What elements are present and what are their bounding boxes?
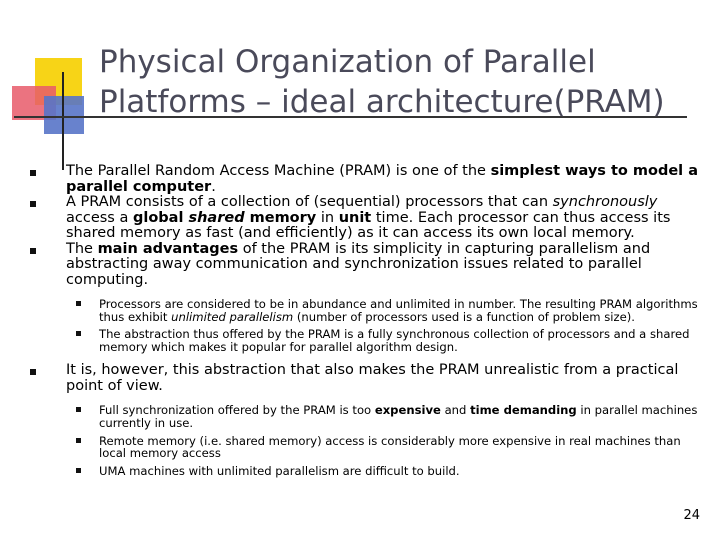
text: in [316,209,339,226]
slide-title-line-2: Platforms – ideal architecture(PRAM) [99,84,665,120]
text-bold: unit [338,209,372,226]
text-italic: unlimited parallelism [171,309,294,324]
bullet-pram-advantages [28,242,708,289]
text: UMA machines with unlimited parallelism are difficult to build. [99,463,460,478]
text: It is, however, this abstraction that also makes the PRAM unrealistic from a practical point of view. [66,362,679,394]
slide-title [99,42,699,122]
sub-bullet-uma-machines [28,465,708,478]
text-italic: synchronously [552,194,658,210]
text: A PRAM consists of a collection of (sequential) processors that can [66,194,553,210]
text-bold: time demanding [470,403,577,418]
text: . [211,178,216,195]
text: Remote memory (i.e. shared memory) access is considerably more expensive in real machines than local memory access [99,433,681,461]
text: Full synchronization offered by the PRAM is too [99,403,375,418]
square-bullet-icon [30,369,36,375]
text-bold: main advantages [97,240,239,257]
page-number: 24 [683,508,700,523]
text: Processors are considered to be in abundance and unlimited in number. The resulting PRAM algorithms thus exhibit [99,297,698,324]
sub-bullet-synchronization-cost [28,404,708,429]
slide-title-line-1: Physical Organization of Parallel [99,44,596,80]
text: access a [66,209,133,226]
square-bullet-icon [76,468,81,473]
text: and [440,403,471,418]
sub-bullet-remote-memory [28,435,708,460]
text: The [66,240,98,257]
text: The Parallel Random Access Machine (PRAM) is one of the [66,163,491,179]
square-bullet-icon [76,407,81,412]
text-bold-italic: shared [188,209,245,226]
decor-vertical-line [62,72,64,170]
square-bullet-icon [30,248,36,254]
text: of the PRAM is its simplicity in capturing parallelism and abstracting away communication and synchronization issues related to parallel computing. [66,240,651,288]
bullet-pram-unrealistic [28,363,708,394]
sub-bullet-unlimited-processors [28,298,708,323]
text-bold: simplest ways to model a parallel computer [66,163,698,195]
square-bullet-icon [76,438,81,443]
slide-body [28,164,708,477]
text: time. Each processor can thus access its shared memory as fast (and efficiently) as it can access its own local memory. [66,209,671,241]
text-bold: global [132,209,189,226]
square-bullet-icon [30,170,36,176]
text: The abstraction thus offered by the PRAM is a fully synchronous collection of processors and a shared memory which makes it popular for parallel algorithm design. [99,327,690,354]
bullet-pram-definition [28,164,708,195]
bullet-pram-structure [28,195,708,242]
text-bold: memory [244,209,317,226]
square-bullet-icon [30,201,36,207]
text: (number of processors used is a function of problem size). [293,309,635,324]
square-bullet-icon [76,331,81,336]
text-bold: expensive [374,403,441,418]
square-bullet-icon [76,301,81,306]
text: in parallel machines currently in use. [99,403,698,430]
decor-blue-square [44,96,84,134]
sub-bullet-synchronous-abstraction [28,328,708,353]
